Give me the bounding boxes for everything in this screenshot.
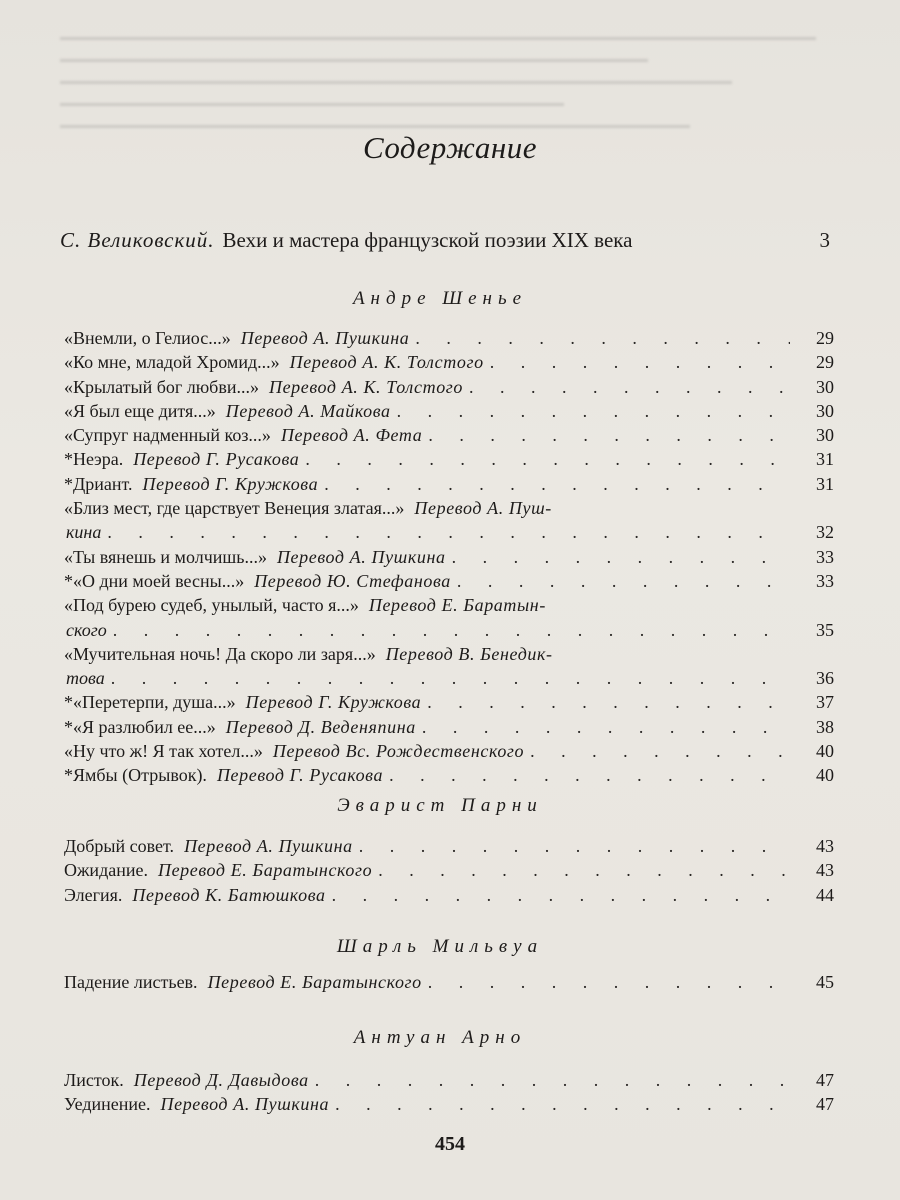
entry-title: *Ямбы (Отрывок). <box>64 765 207 786</box>
leader-dots <box>452 545 790 569</box>
entry-translator: Перевод Ю. Стефанова <box>254 570 451 591</box>
entry-page: 40 <box>816 741 834 762</box>
toc-entry <box>64 1092 834 1116</box>
leader-dots <box>359 834 790 858</box>
section-heading: Антуан Арно <box>353 1027 527 1048</box>
entry-translator: Перевод Д. Веденяпина <box>225 716 416 737</box>
leader-dots <box>389 763 790 787</box>
entry-translator: Перевод А. Пушкина <box>184 836 353 856</box>
entry-translator: Перевод Е. Баратын- <box>368 595 546 616</box>
toc-entry <box>64 739 834 763</box>
toc-entry <box>64 569 834 593</box>
leader-dots <box>457 569 790 593</box>
entry-title: «Ко мне, младой Хромид...» <box>64 352 280 373</box>
toc-entry <box>64 834 834 858</box>
entry-translator: Перевод А. Майкова <box>225 400 391 421</box>
leader-dots <box>428 970 790 994</box>
page-number: 454 <box>435 1133 465 1155</box>
entry-translator: Перевод А. Пуш- <box>414 498 552 519</box>
entry-translator: Перевод Г. Русакова <box>133 449 300 470</box>
leader-dots <box>315 1068 790 1092</box>
section-heading: Андре Шенье <box>352 288 528 309</box>
entry-page: 43 <box>816 860 834 881</box>
intro-page: 3 <box>819 228 830 252</box>
section-entries <box>64 834 834 907</box>
leader-dots <box>469 375 790 399</box>
leader-dots <box>378 858 790 882</box>
entry-page: 33 <box>816 546 834 567</box>
entry-translator: Перевод А. К. Толстого <box>268 376 464 397</box>
entry-page: 44 <box>816 884 834 905</box>
toc-entry <box>64 545 834 569</box>
entry-page: 43 <box>816 836 834 856</box>
entry-translator: Перевод Е. Баратынского <box>207 972 422 992</box>
toc-entry <box>64 375 834 399</box>
toc-entry <box>64 472 834 496</box>
entry-translator: Перевод Вс. Рождественского <box>272 741 525 762</box>
toc-entry <box>64 399 834 423</box>
entry-translator: Перевод В. Бенедик- <box>385 643 553 664</box>
entry-title: «Близ мест, где царствует Венеция златая...» <box>64 498 405 519</box>
entry-page: 47 <box>816 1070 834 1090</box>
toc-entry <box>64 1068 834 1092</box>
entry-page: 31 <box>816 473 834 494</box>
entry-page: 45 <box>816 972 834 992</box>
toc-entry <box>64 858 834 882</box>
section-entries <box>64 1068 834 1117</box>
entry-title: *«О дни моей весны...» <box>64 570 245 591</box>
leader-dots <box>332 883 790 907</box>
leader-dots <box>427 690 790 714</box>
entry-title: «Мучительная ночь! Да скоро ли заря...» <box>64 643 376 664</box>
entry-title: «Внемли, о Гелиос...» <box>64 328 231 348</box>
entry-page: 30 <box>816 376 834 397</box>
leader-dots <box>324 472 790 496</box>
toc-entry <box>64 520 834 544</box>
toc-entry <box>64 642 834 666</box>
entry-translator: Перевод Г. Русакова <box>216 765 384 786</box>
entry-title: Добрый совет. <box>64 836 175 856</box>
entry-page: 29 <box>816 328 834 348</box>
entry-page: 37 <box>816 692 834 713</box>
toc-entry <box>64 350 834 374</box>
bleed-through-text <box>60 18 900 218</box>
entry-page: 35 <box>816 619 834 640</box>
leader-dots <box>415 326 790 350</box>
toc-entry <box>64 326 834 350</box>
entry-title: Уединение. <box>64 1094 151 1115</box>
entry-translator: Перевод Е. Баратынского <box>157 860 373 881</box>
toc-entry <box>64 715 834 739</box>
leader-dots <box>530 739 790 763</box>
entry-title: *«Я разлюбил ее...» <box>64 716 216 737</box>
entry-title: *«Перетерпи, душа...» <box>64 692 236 713</box>
section-entries <box>64 326 834 788</box>
toc-entry <box>64 763 834 787</box>
entry-page: 30 <box>816 400 834 421</box>
entry-translator: Перевод А. Пушкина <box>160 1094 330 1115</box>
leader-dots <box>490 350 790 374</box>
entry-title: «Ты вянешь и молчишь...» <box>64 546 267 567</box>
entry-translator: Перевод А. Пушкина <box>276 546 446 567</box>
entry-title: Элегия. <box>64 884 123 905</box>
toc-entry <box>64 593 834 617</box>
entry-page: 30 <box>816 425 834 446</box>
leader-dots <box>428 423 790 447</box>
entry-title: това <box>66 668 105 689</box>
toc-entry <box>64 690 834 714</box>
entry-title: «Ну что ж! Я так хотел...» <box>64 741 263 762</box>
entry-page: 29 <box>816 352 834 373</box>
leader-dots <box>335 1092 790 1116</box>
entry-page: 33 <box>816 570 834 591</box>
entry-title: «Крылатый бог любви...» <box>64 376 259 397</box>
entry-page: 32 <box>816 522 834 543</box>
toc-entry <box>64 447 834 471</box>
intro-author: С. Великовский. <box>60 228 215 252</box>
entry-title: Ожидание. <box>64 860 148 881</box>
leader-dots <box>422 715 790 739</box>
leader-dots <box>107 520 790 544</box>
entry-page: 38 <box>816 716 834 737</box>
entry-page: 47 <box>816 1094 834 1115</box>
page-title: Содержание <box>362 130 538 165</box>
toc-entry <box>64 970 834 994</box>
entry-title: *Дриант. <box>64 473 133 494</box>
entry-title: «Под бурею судеб, унылый, часто я...» <box>64 595 359 616</box>
section-heading: Шарль Мильвуа <box>336 936 544 957</box>
entry-title: ского <box>66 619 107 640</box>
entry-translator: Перевод А. Пушкина <box>240 328 410 348</box>
entry-page: 40 <box>816 765 834 786</box>
entry-title: «Супруг надменный коз...» <box>64 425 271 446</box>
entry-title: Падение листьев. <box>64 972 198 992</box>
toc-entry <box>64 618 834 642</box>
entry-translator: Перевод Д. Давыдова <box>133 1070 309 1090</box>
entry-translator: Перевод А. Фета <box>280 425 423 446</box>
leader-dots <box>113 618 790 642</box>
intro-entry <box>60 228 830 253</box>
entry-translator: Перевод Г. Кружкова <box>142 473 319 494</box>
entry-title: кина <box>66 522 102 543</box>
leader-dots <box>397 399 790 423</box>
toc-entry <box>64 883 834 907</box>
toc-entry <box>64 496 834 520</box>
entry-translator: Перевод К. Батюшкова <box>132 884 326 905</box>
entry-title: Листок. <box>64 1070 124 1090</box>
entry-title: «Я был еще дитя...» <box>64 400 216 421</box>
leader-dots <box>111 666 790 690</box>
entry-title: *Неэра. <box>64 449 124 470</box>
toc-entry <box>64 666 834 690</box>
leader-dots <box>305 447 790 471</box>
section-entries <box>64 970 834 994</box>
entry-translator: Перевод А. К. Толстого <box>289 352 484 373</box>
entry-page: 31 <box>816 449 834 470</box>
intro-text: Вехи и мастера французской поэзии XIX века <box>222 228 633 252</box>
entry-translator: Перевод Г. Кружкова <box>245 692 422 713</box>
entry-page: 36 <box>816 668 834 689</box>
toc-entry <box>64 423 834 447</box>
section-heading: Эварист Парни <box>337 795 543 816</box>
